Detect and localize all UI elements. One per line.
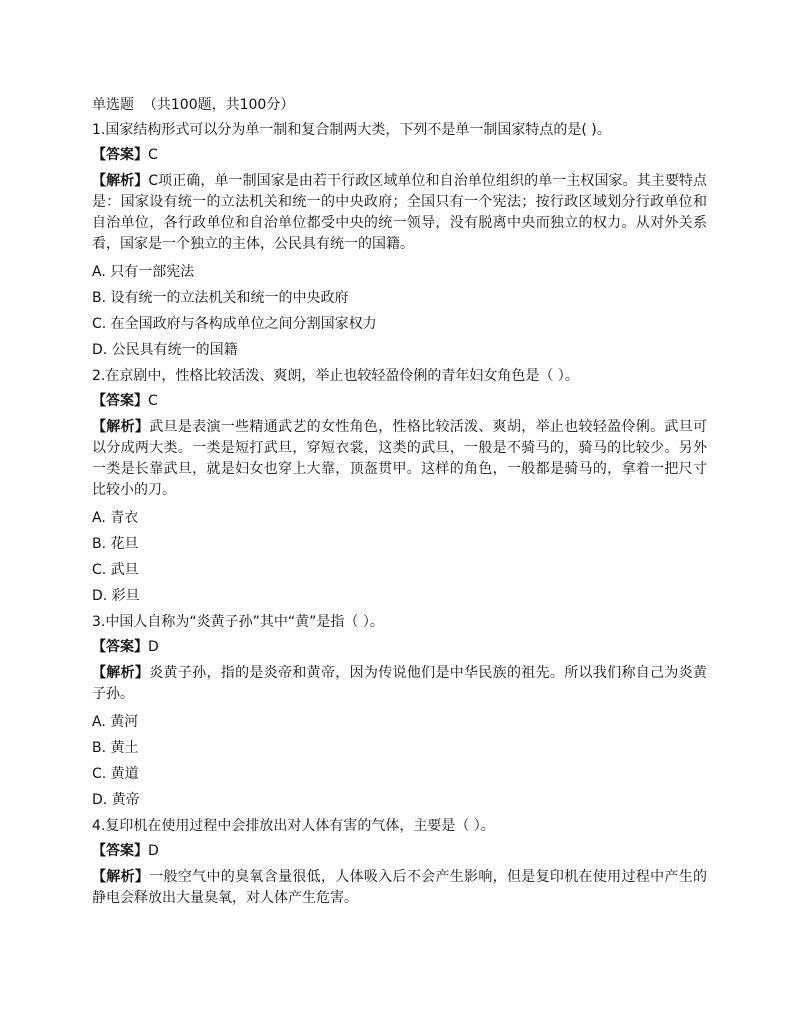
section-header: 单选题 （共100题，共100分） [92,97,295,113]
analysis-label: 【解析】 [92,173,149,189]
analysis-text: 武旦是表演一些精通武艺的女性角色，性格比较活泼、爽胡，举止也较轻盈伶俐。武旦可以分成两大类。一类是短打武旦，穿短衣裳，这类的武旦，一般是不骑马的，骑马的比较少。另外一类是长靠武旦，就是妇女也穿上大靠，顶盔贯甲。这样的角色，一般都是骑马的，拿着一把尺寸比较小的刀。 [92,419,708,498]
analysis-paragraph [92,663,707,705]
analysis-label: 【解析】 [92,869,150,885]
analysis-text: 一般空气中的臭氧含量很低，人体吸入后不会产生影响，但是复印机在使用过程中产生的静电会释放出大量臭氧，对人体产生危害。 [92,869,708,906]
option-item: B. 花旦 [92,536,139,552]
question-block [92,613,707,810]
answer-value: C [148,393,158,409]
option-item: D. 彩旦 [92,588,140,604]
answer-line [92,842,707,861]
option-item: D. 公民具有统一的国籍 [92,342,238,358]
question-stem: 3.中国人自称为“炎黄子孙”其中“黄”是指（ ）。 [92,614,384,630]
analysis-paragraph [92,417,707,501]
answer-label: 【答案】 [92,147,148,163]
answer-value: D [148,843,159,859]
option-item: C. 黄道 [92,766,139,782]
option-item: A. 黄河 [92,714,139,730]
option-item: A. 青衣 [92,510,139,526]
question-stem: 4.复印机在使用过程中会排放出对人体有害的气体，主要是（ ）。 [92,818,495,834]
analysis-text: C项正确，单一制国家是由若干行政区域单位和自治单位组织的单一主权国家。其主要特点是：国家设有统一的立法机关和统一的中央政府；全国只有一个宪法；按行政区域划分行政单位和自治单位，各行政单位和自治单位都受中央的统一领导，没有脱离中央而独立的权力。从对外关系看，国家是一个独立的主体，公民具有统一的国籍。 [92,173,708,252]
question-stem: 2.在京剧中，性格比较活泼、爽朗，举止也较轻盈伶俐的青年妇女角色是（ ）。 [92,368,579,384]
document-page [92,96,707,917]
analysis-paragraph [92,867,707,909]
question-block [92,121,707,360]
option-item: C. 在全国政府与各构成单位之间分割国家权力 [92,316,377,332]
option-item: B. 设有统一的立法机关和统一的中央政府 [92,290,349,306]
option-item: D. 黄帝 [92,792,140,808]
answer-line [92,638,707,657]
option-item: B. 黄土 [92,740,139,756]
answer-value: D [148,639,159,655]
answer-line [92,392,707,411]
question-stem: 1.国家结构形式可以分为单一制和复合制两大类，下列不是单一制国家特点的是( )。 [92,122,611,138]
answer-label: 【答案】 [92,843,148,859]
option-item: A. 只有一部宪法 [92,264,195,280]
answer-value: C [148,147,158,163]
analysis-label: 【解析】 [92,419,150,435]
answer-label: 【答案】 [92,393,148,409]
option-item: C. 武旦 [92,562,139,578]
answer-line [92,146,707,165]
analysis-label: 【解析】 [92,665,150,681]
question-block [92,817,707,909]
analysis-text: 炎黄子孙，指的是炎帝和黄帝，因为传说他们是中华民族的祖先。所以我们称自己为炎黄子孙。 [92,665,708,702]
answer-label: 【答案】 [92,639,148,655]
question-block [92,367,707,606]
analysis-paragraph [92,171,707,255]
